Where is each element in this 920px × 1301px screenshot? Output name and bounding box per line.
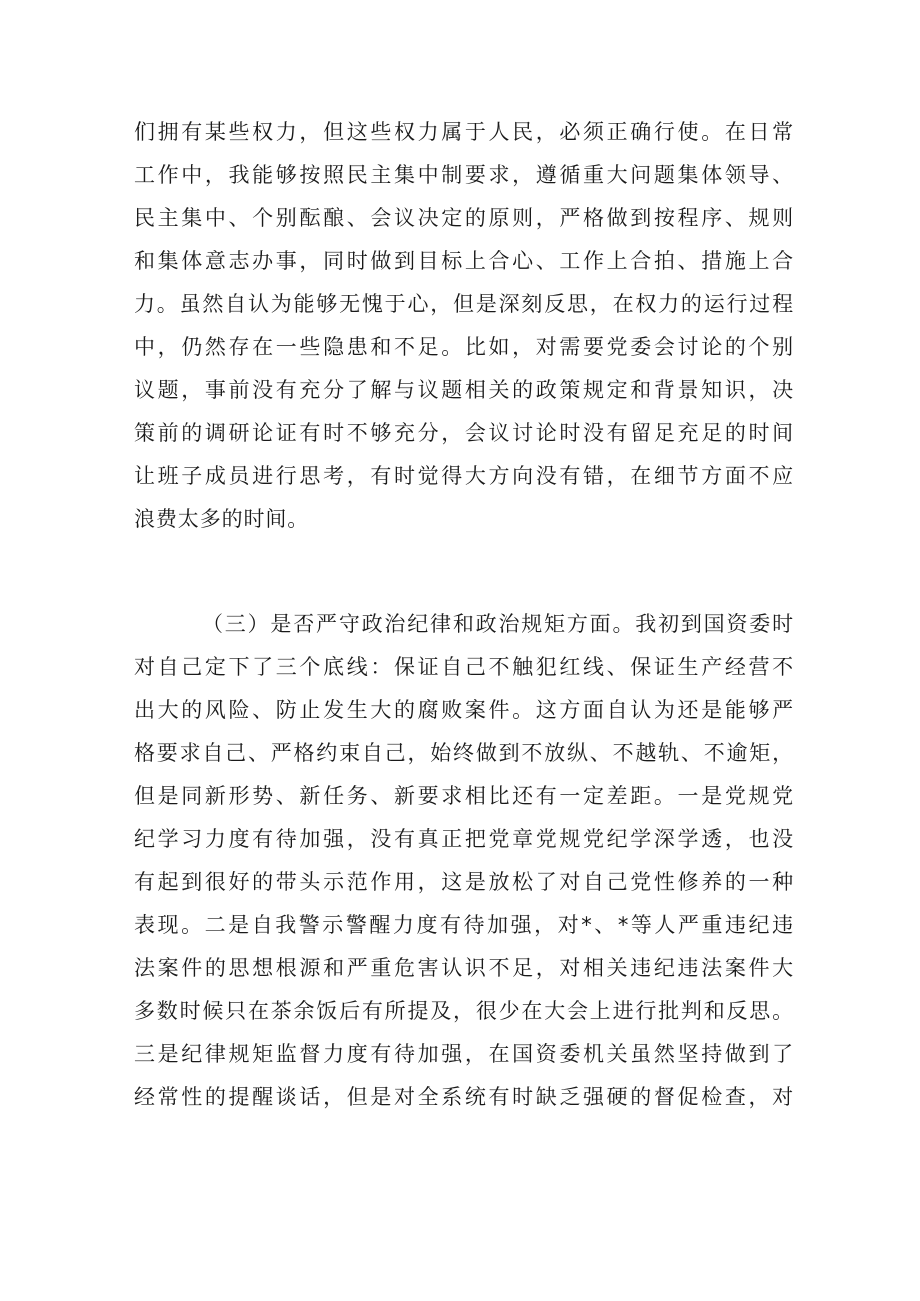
text-line: 对自己定下了三个底线：保证自己不触犯红线、保证生产经营不 bbox=[134, 655, 794, 679]
text-line: 法案件的思想根源和严重危害认识不足，对相关违纪违法案件大 bbox=[134, 956, 794, 980]
text-line: 三是纪律规矩监督力度有待加强，在国资委机关虽然坚持做到了 bbox=[134, 1042, 794, 1066]
text-line: 出大的风险、防止发生大的腐败案件。这方面自认为还是能够严 bbox=[134, 698, 794, 722]
text-line: 和集体意志办事，同时做到目标上合心、工作上合拍、措施上合 bbox=[134, 249, 794, 273]
paragraph-power-exercise bbox=[134, 111, 794, 541]
text-line: 工作中，我能够按照民主集中制要求，遵循重大问题集体领导、 bbox=[134, 163, 794, 187]
text-line: 们拥有某些权力，但这些权力属于人民，必须正确行使。在日常 bbox=[134, 120, 794, 144]
text-line: 让班子成员进行思考，有时觉得大方向没有错，在细节方面不应 bbox=[134, 464, 794, 488]
text-line: 表现。二是自我警示警醒力度有待加强，对*、*等人严重违纪违 bbox=[134, 913, 794, 937]
text-line: 策前的调研论证有时不够充分，会议讨论时没有留足充足的时间 bbox=[134, 421, 794, 445]
text-line: 经常性的提醒谈话，但是对全系统有时缺乏强硬的督促检查，对 bbox=[134, 1085, 794, 1109]
text-line: 中，仍然存在一些隐患和不足。比如，对需要党委会讨论的个别 bbox=[134, 335, 794, 359]
text-line: 多数时候只在茶余饭后有所提及，很少在大会上进行批判和反思。 bbox=[134, 999, 794, 1023]
paragraph-political-discipline bbox=[134, 603, 794, 1119]
text-line: 但是同新形势、新任务、新要求相比还有一定差距。一是党规党 bbox=[134, 784, 794, 808]
section-heading-line: （三）是否严守政治纪律和政治规矩方面。我初到国资委时 bbox=[202, 612, 794, 636]
text-line: 有起到很好的带头示范作用，这是放松了对自己党性修养的一种 bbox=[134, 870, 794, 894]
text-line: 议题，事前没有充分了解与议题相关的政策规定和背景知识，决 bbox=[134, 378, 794, 402]
text-line: 力。虽然自认为能够无愧于心，但是深刻反思，在权力的运行过程 bbox=[134, 292, 794, 316]
text-line: 浪费太多的时间。 bbox=[134, 507, 310, 531]
text-line: 格要求自己、严格约束自己，始终做到不放纵、不越轨、不逾矩， bbox=[134, 741, 794, 765]
text-line: 纪学习力度有待加强，没有真正把党章党规党纪学深学透，也没 bbox=[134, 827, 794, 851]
text-line: 民主集中、个别酝酿、会议决定的原则，严格做到按程序、规则 bbox=[134, 206, 794, 230]
